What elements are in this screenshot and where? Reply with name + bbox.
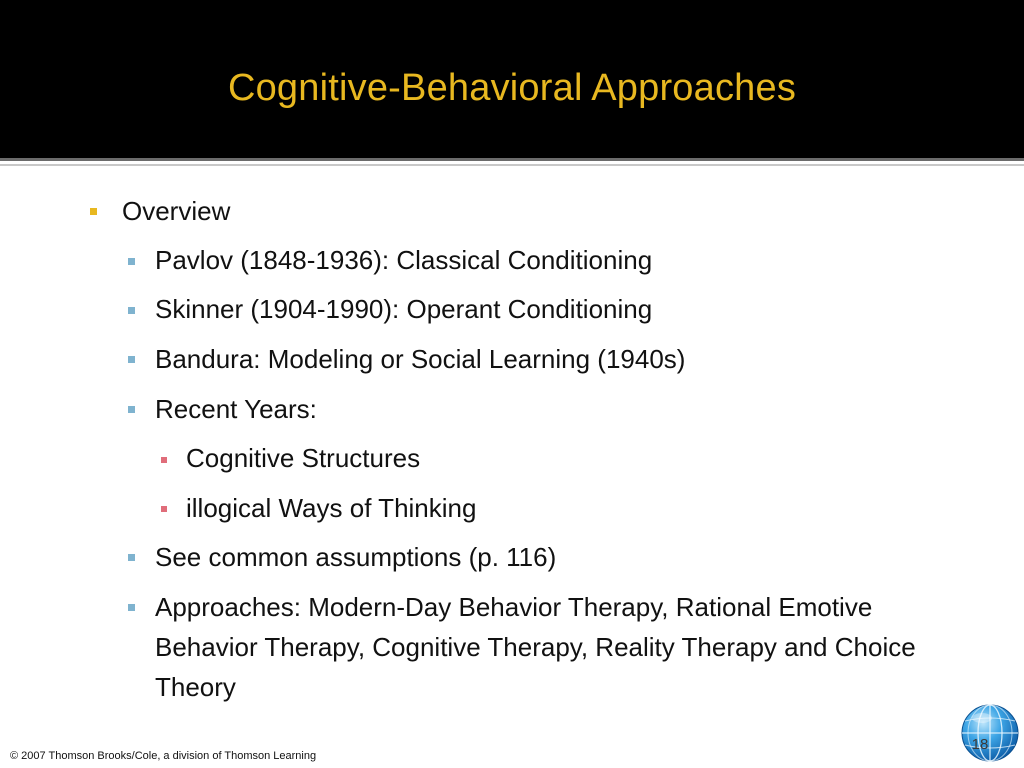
bullet-skinner: Skinner (1904-1990): Operant Conditioning (155, 294, 653, 324)
slide-number: 18 (971, 736, 989, 753)
bullet-bandura: Bandura: Modeling or Social Learning (1940s) (155, 344, 686, 374)
bullet-marker-level2 (128, 307, 135, 314)
bullet-recent-years: Recent Years: (155, 394, 317, 424)
bullet-marker-level2 (128, 406, 135, 413)
bullet-marker-level1 (90, 208, 97, 215)
bullet-marker-level2 (128, 356, 135, 363)
bullet-overview: Overview (122, 196, 231, 226)
slide-title: Cognitive-Behavioral Approaches (227, 67, 797, 109)
bullet-marker-level3 (161, 506, 167, 512)
bullet-marker-level2 (128, 554, 135, 561)
bullet-cognitive-structures: Cognitive Structures (186, 443, 421, 473)
copyright-footer: © 2007 Thomson Brooks/Cole, a division of Thomson Learning (10, 750, 317, 762)
bullet-illogical-ways: illogical Ways of Thinking (186, 493, 477, 523)
bullet-marker-level3 (161, 457, 167, 463)
bullet-pavlov: Pavlov (1848-1936): Classical Conditioning (155, 245, 653, 275)
bullet-marker-level2 (128, 258, 135, 265)
globe-icon (960, 702, 1020, 764)
bullet-marker-level2 (128, 604, 135, 611)
bullet-assumptions: See common assumptions (p. 116) (155, 542, 557, 572)
bullet-approaches: Approaches: Modern-Day Behavior Therapy, Rational Emotive Behavior Therapy, Cognitive Therapy, Reality Therapy and Choice Theory (155, 592, 916, 702)
